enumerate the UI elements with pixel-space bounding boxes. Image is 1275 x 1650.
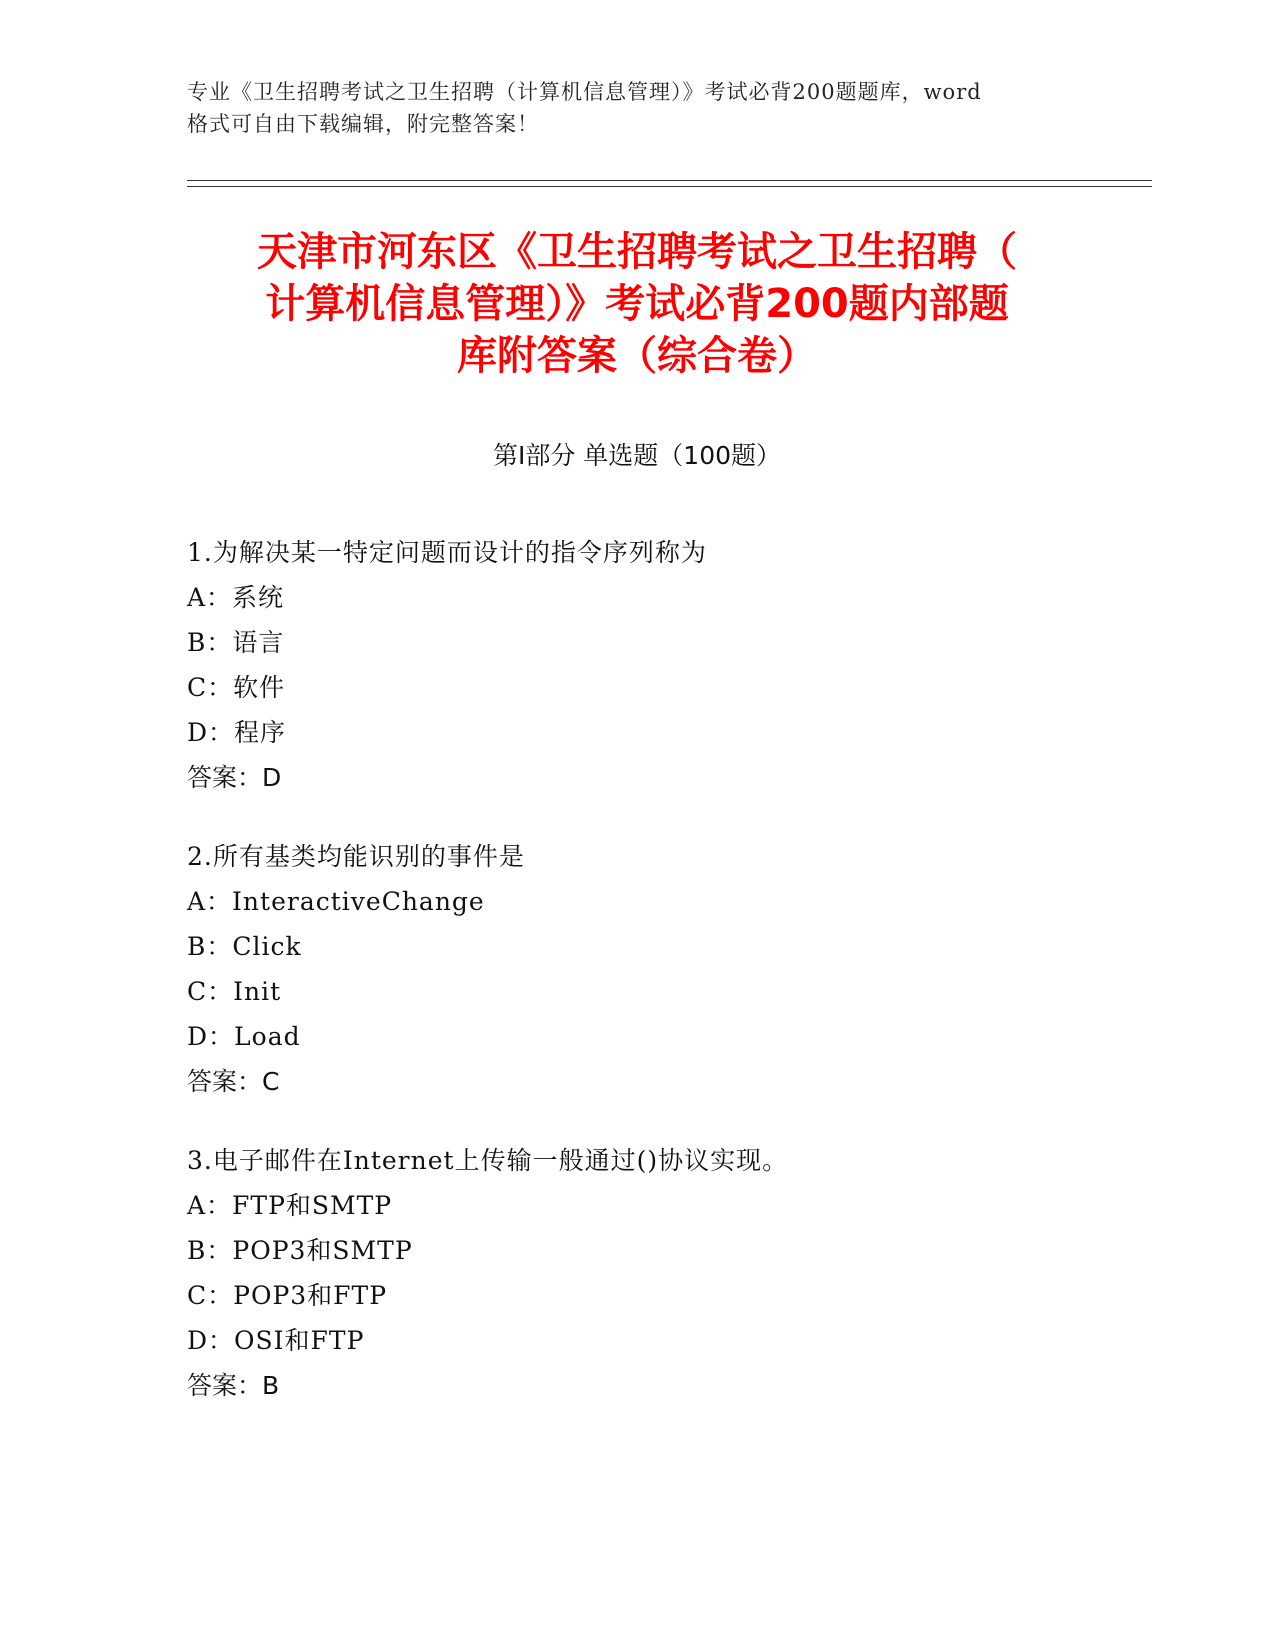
header-line-1: 专业《卫生招聘考试之卫生招聘（计算机信息管理）》考试必背200题题库，word bbox=[187, 80, 982, 104]
option-d: D：Load bbox=[187, 1022, 301, 1051]
title-line-3: 库附答案（综合卷） bbox=[457, 333, 817, 379]
answer-key: 答案：B bbox=[187, 1371, 280, 1400]
section-heading: 第Ⅰ部分 单选题（100题） bbox=[492, 441, 782, 470]
option-b: B：Click bbox=[187, 932, 302, 961]
header-divider-bottom bbox=[187, 186, 1152, 187]
question-stem: 2.所有基类均能识别的事件是 bbox=[187, 842, 525, 871]
option-c: C：Init bbox=[187, 977, 282, 1006]
document-title bbox=[187, 226, 1087, 382]
title-line-1: 天津市河东区《卫生招聘考试之卫生招聘（ bbox=[257, 229, 1017, 275]
question-item bbox=[187, 1138, 1087, 1408]
header-line-2: 格式可自由下载编辑，附完整答案！ bbox=[187, 112, 539, 136]
option-a: A：InteractiveChange bbox=[187, 887, 485, 916]
option-b: B：语言 bbox=[187, 628, 285, 657]
title-line-2: 计算机信息管理）》考试必背200题内部题 bbox=[265, 281, 1009, 327]
option-b: B：POP3和SMTP bbox=[187, 1236, 413, 1265]
header-divider-top bbox=[187, 180, 1152, 181]
question-stem: 3.电子邮件在Internet上传输一般通过()协议实现。 bbox=[187, 1146, 789, 1175]
option-d: D：程序 bbox=[187, 718, 287, 747]
answer-key: 答案：D bbox=[187, 763, 282, 792]
question-item bbox=[187, 530, 1087, 800]
option-c: C：POP3和FTP bbox=[187, 1281, 388, 1310]
option-a: A：FTP和SMTP bbox=[187, 1191, 393, 1220]
question-item bbox=[187, 834, 1087, 1104]
page-header bbox=[187, 76, 1087, 140]
option-a: A：系统 bbox=[187, 583, 285, 612]
answer-key: 答案：C bbox=[187, 1067, 280, 1096]
option-d: D：OSI和FTP bbox=[187, 1326, 365, 1355]
question-stem: 1.为解决某一特定问题而设计的指令序列称为 bbox=[187, 538, 707, 567]
question-list bbox=[187, 530, 1087, 1442]
option-c: C：软件 bbox=[187, 673, 286, 702]
